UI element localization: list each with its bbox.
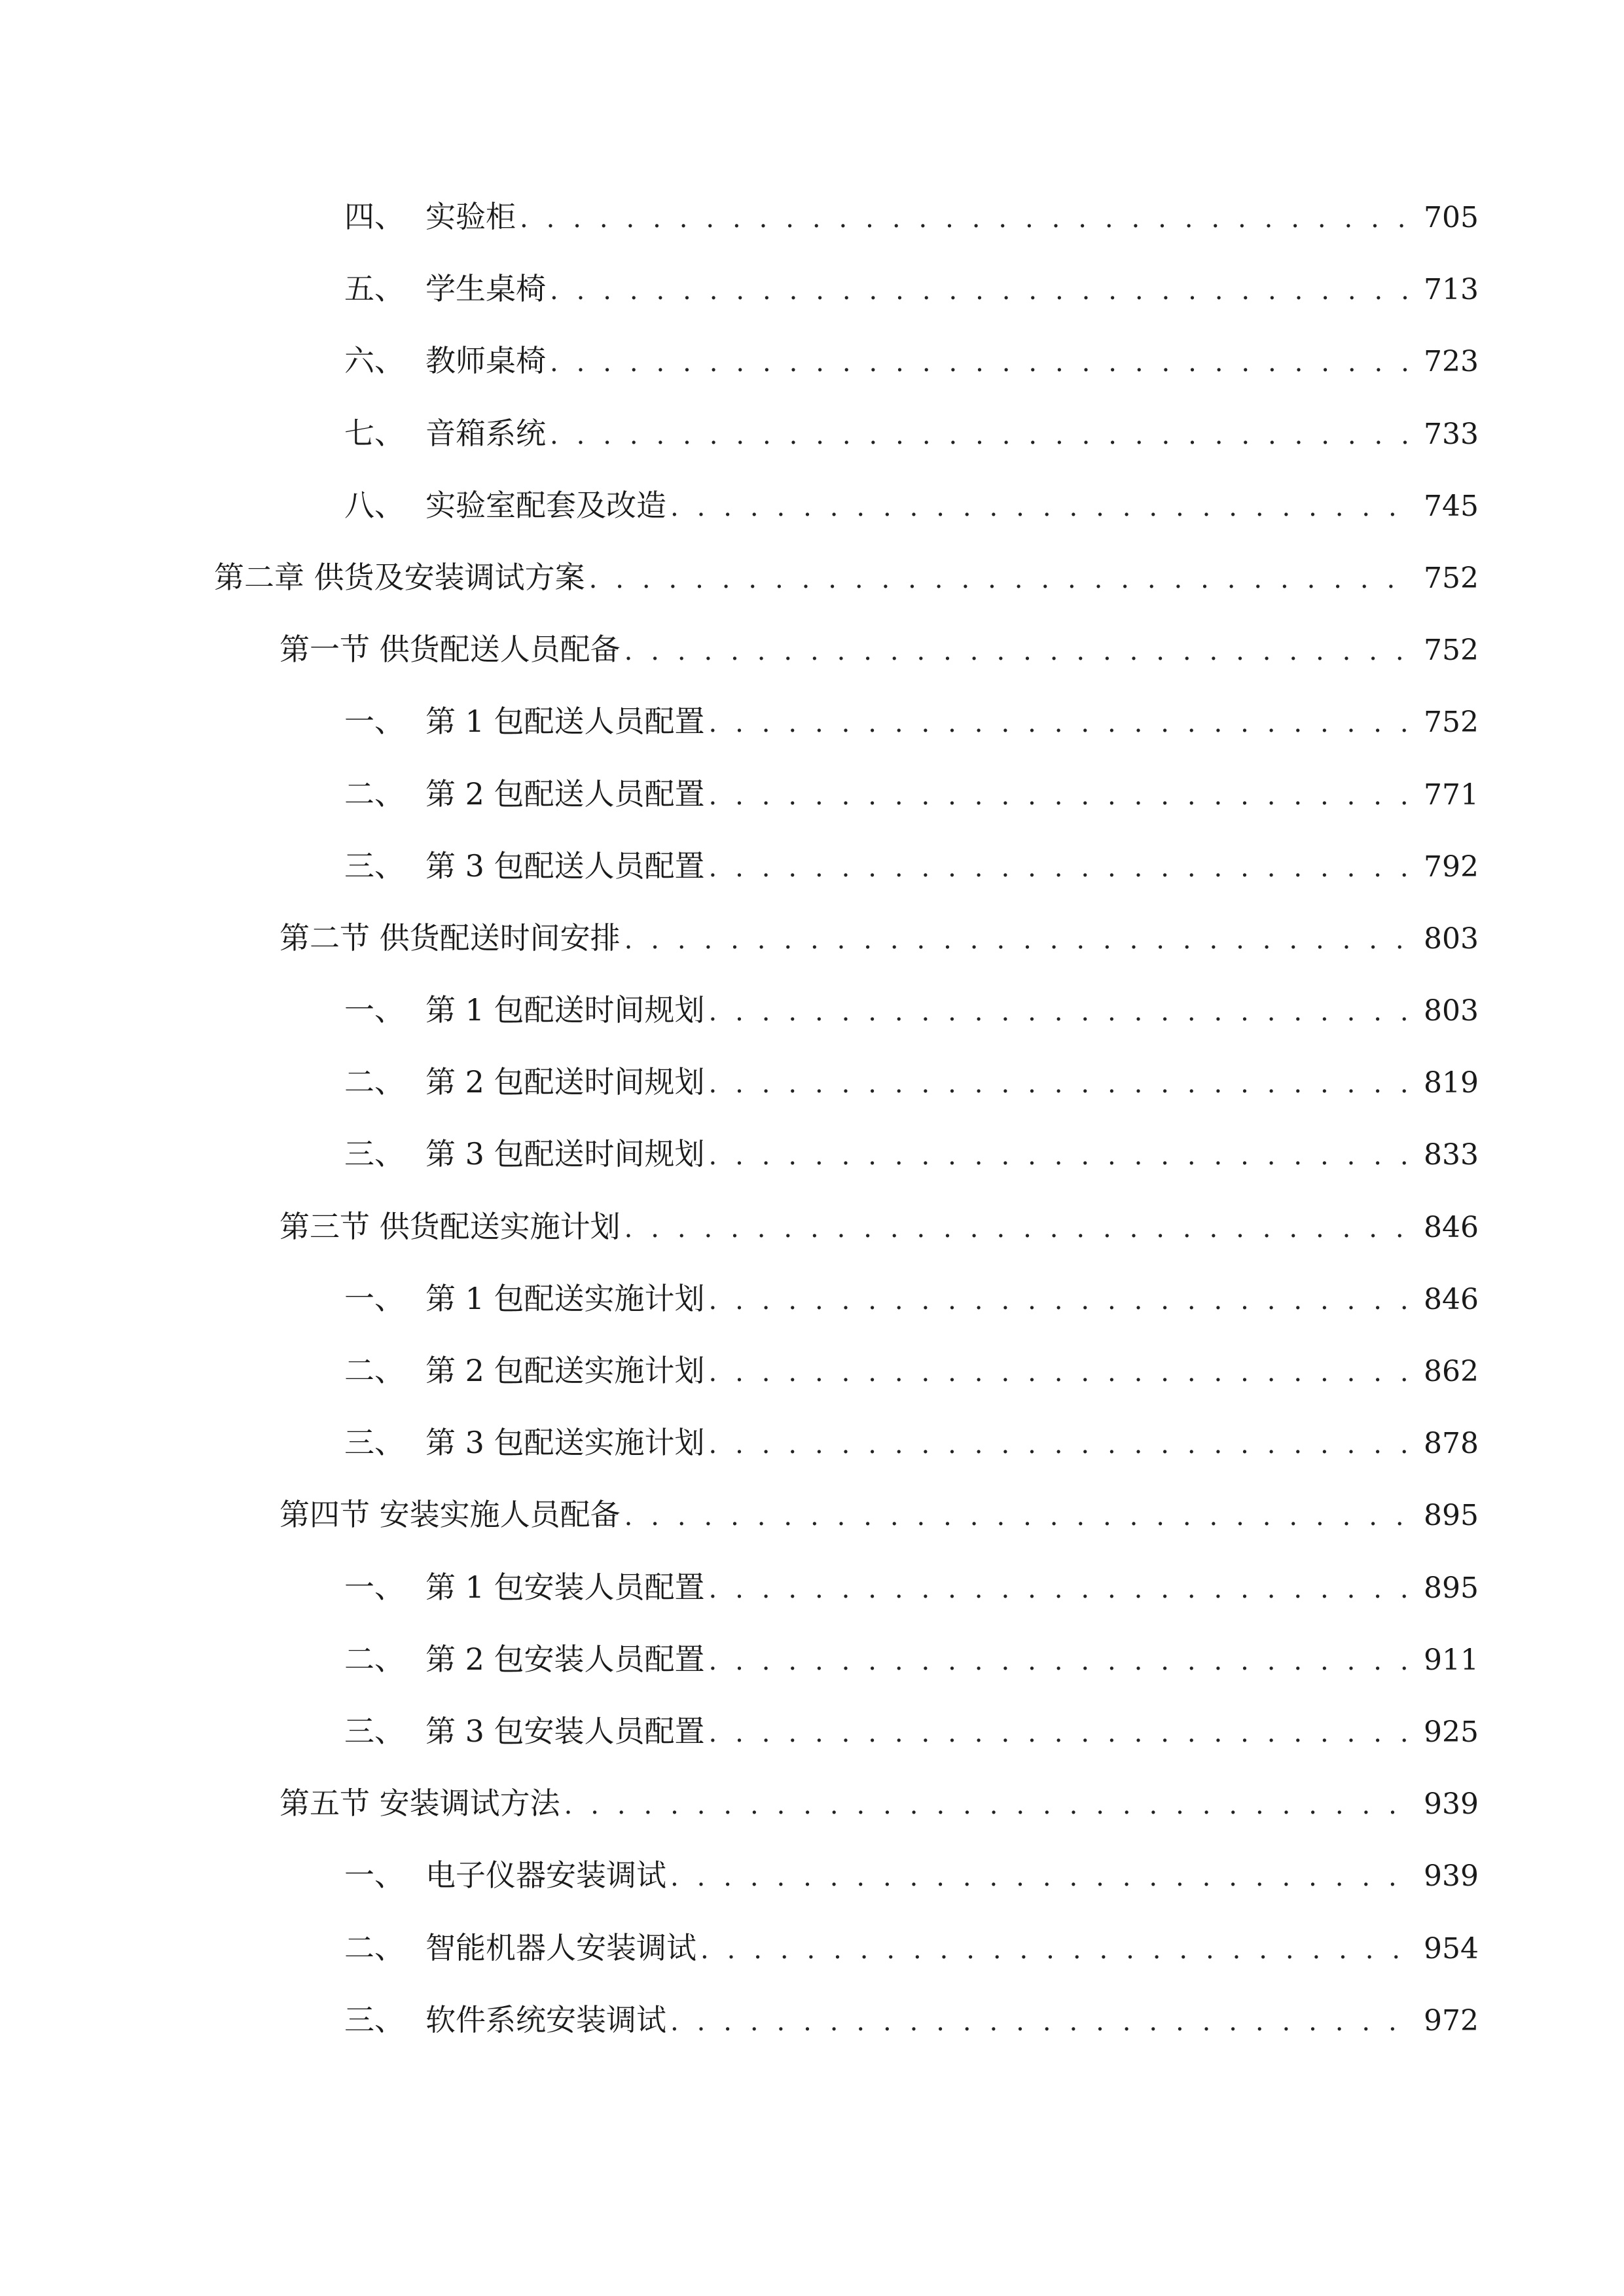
toc-entry-section[interactable] (344, 1420, 1479, 1465)
toc-title: 实验室配套及改造 (425, 487, 666, 523)
toc-number: 二、 (344, 1353, 405, 1388)
toc-number: 三、 (344, 1425, 405, 1461)
toc-page-number: 723 (1424, 345, 1479, 379)
toc-title: 电子仪器安装调试 (425, 1857, 666, 1893)
toc-leader (700, 1927, 1415, 1973)
toc-leader (709, 1278, 1415, 1323)
toc-entry-section[interactable] (344, 987, 1479, 1033)
toc-leader (520, 196, 1415, 242)
toc-page-number: 819 (1424, 1066, 1479, 1100)
toc-title: 第 1 包配送实施计划 (425, 1280, 705, 1316)
toc-page-number: 895 (1424, 1571, 1479, 1605)
toc-entry-section[interactable] (344, 1925, 1479, 1971)
toc-leader (550, 412, 1415, 458)
toc-row (0, 1131, 1624, 1203)
toc-row (0, 1852, 1624, 1924)
toc-page-number: 752 (1424, 706, 1479, 740)
toc-title: 第二节 供货配送时间安排 (280, 920, 621, 956)
toc-leader (709, 1061, 1415, 1107)
toc-title: 第 2 包安装人员配置 (425, 1641, 705, 1677)
toc-leader (709, 1638, 1415, 1684)
toc-page-number: 846 (1424, 1210, 1479, 1244)
toc-leader (624, 628, 1415, 674)
toc-title: 第 1 包配送人员配置 (425, 704, 705, 740)
table-of-contents (0, 194, 1624, 2069)
toc-entry-section[interactable] (344, 1852, 1479, 1898)
toc-entry-section[interactable] (344, 698, 1479, 744)
toc-number: 三、 (344, 1136, 405, 1172)
toc-number: 二、 (344, 1929, 405, 1965)
toc-leader (589, 556, 1415, 602)
toc-entry-subchapter[interactable] (280, 1780, 1479, 1826)
toc-page-number: 878 (1424, 1427, 1479, 1461)
toc-entry-section[interactable] (344, 338, 1479, 384)
toc-page-number: 752 (1424, 634, 1479, 668)
toc-row (0, 482, 1624, 554)
toc-title: 第 3 包配送人员配置 (425, 848, 705, 884)
toc-page-number: 705 (1424, 201, 1479, 234)
toc-entry-chapter[interactable] (214, 554, 1479, 600)
toc-number: 一、 (344, 1280, 405, 1316)
toc-page-number: 733 (1424, 417, 1479, 451)
toc-page-number: 803 (1424, 922, 1479, 956)
toc-title: 第 3 包配送时间规划 (425, 1136, 705, 1172)
toc-row (0, 1276, 1624, 1348)
toc-leader (709, 700, 1415, 746)
toc-leader (709, 845, 1415, 891)
toc-page-number: 846 (1424, 1282, 1479, 1316)
toc-entry-section[interactable] (344, 1131, 1479, 1177)
toc-page-number: 752 (1424, 561, 1479, 595)
toc-number: 四、 (344, 199, 405, 234)
toc-entry-section[interactable] (344, 1636, 1479, 1682)
toc-entry-section[interactable] (344, 771, 1479, 817)
toc-row (0, 1204, 1624, 1276)
toc-title: 第 2 包配送人员配置 (425, 776, 705, 812)
toc-row (0, 554, 1624, 626)
toc-title: 音箱系统 (425, 415, 546, 451)
toc-entry-section[interactable] (344, 843, 1479, 889)
toc-entry-subchapter[interactable] (280, 915, 1479, 961)
toc-leader (564, 1782, 1415, 1828)
toc-leader (624, 917, 1415, 963)
toc-entry-section[interactable] (344, 194, 1479, 240)
toc-title: 第二章 供货及安装调试方案 (214, 559, 585, 595)
toc-entry-section[interactable] (344, 1276, 1479, 1321)
toc-title: 实验柜 (425, 199, 516, 234)
toc-title: 第 1 包配送时间规划 (425, 992, 705, 1028)
toc-row (0, 410, 1624, 482)
toc-title: 第 3 包配送实施计划 (425, 1425, 705, 1461)
toc-row (0, 771, 1624, 843)
toc-number: 七、 (344, 415, 405, 451)
toc-title: 学生桌椅 (425, 271, 546, 307)
toc-row (0, 1348, 1624, 1420)
toc-leader (709, 773, 1415, 819)
toc-title: 第五节 安装调试方法 (280, 1785, 560, 1821)
toc-number: 六、 (344, 343, 405, 379)
toc-title: 第 2 包配送实施计划 (425, 1353, 705, 1388)
toc-number: 五、 (344, 271, 405, 307)
toc-leader (624, 1206, 1415, 1251)
toc-row (0, 1420, 1624, 1492)
toc-leader (709, 1422, 1415, 1467)
toc-number: 三、 (344, 1713, 405, 1749)
toc-entry-subchapter[interactable] (280, 1492, 1479, 1537)
toc-entry-section[interactable] (344, 410, 1479, 456)
toc-page-number: 939 (1424, 1859, 1479, 1893)
toc-page-number: 803 (1424, 994, 1479, 1028)
toc-row (0, 1925, 1624, 1997)
toc-page-number: 895 (1424, 1499, 1479, 1533)
toc-entry-section[interactable] (344, 1564, 1479, 1610)
toc-leader (709, 989, 1415, 1035)
toc-leader (670, 1854, 1415, 1900)
toc-entry-subchapter[interactable] (280, 626, 1479, 672)
toc-row (0, 1780, 1624, 1852)
toc-row (0, 338, 1624, 410)
toc-title: 教师桌椅 (425, 343, 546, 379)
toc-page-number: 939 (1424, 1787, 1479, 1821)
toc-number: 一、 (344, 992, 405, 1028)
toc-page-number: 911 (1424, 1643, 1479, 1677)
toc-entry-section[interactable] (344, 1059, 1479, 1105)
toc-leader (550, 268, 1415, 314)
toc-leader (709, 1566, 1415, 1612)
toc-row (0, 1059, 1624, 1131)
toc-row (0, 987, 1624, 1059)
toc-leader (670, 484, 1415, 530)
toc-number: 一、 (344, 1857, 405, 1893)
toc-number: 一、 (344, 704, 405, 740)
toc-entry-subchapter[interactable] (280, 1204, 1479, 1249)
toc-title: 软件系统安装调试 (425, 2001, 666, 2037)
toc-page-number: 713 (1424, 273, 1479, 307)
toc-entry-section[interactable] (344, 1997, 1479, 2043)
toc-row (0, 1708, 1624, 1780)
toc-row (0, 194, 1624, 266)
toc-row (0, 1997, 1624, 2069)
toc-row (0, 1564, 1624, 1636)
toc-entry-section[interactable] (344, 482, 1479, 528)
toc-row (0, 1492, 1624, 1564)
toc-entry-section[interactable] (344, 266, 1479, 312)
toc-page-number: 745 (1424, 489, 1479, 523)
toc-page-number: 972 (1424, 2003, 1479, 2037)
toc-title: 第 2 包配送时间规划 (425, 1064, 705, 1100)
toc-number: 三、 (344, 848, 405, 884)
toc-leader (624, 1494, 1415, 1539)
toc-leader (670, 1999, 1415, 2045)
toc-row (0, 626, 1624, 698)
toc-number: 二、 (344, 1064, 405, 1100)
toc-number: 二、 (344, 776, 405, 812)
toc-title: 第 1 包安装人员配置 (425, 1569, 705, 1605)
toc-row (0, 843, 1624, 915)
toc-row (0, 698, 1624, 770)
toc-leader (709, 1350, 1415, 1395)
toc-leader (709, 1710, 1415, 1756)
toc-number: 二、 (344, 1641, 405, 1677)
toc-entry-section[interactable] (344, 1348, 1479, 1393)
toc-page-number: 862 (1424, 1355, 1479, 1388)
toc-page-number: 771 (1424, 778, 1479, 812)
toc-row (0, 1636, 1624, 1708)
toc-row (0, 915, 1624, 987)
toc-row (0, 266, 1624, 338)
toc-leader (550, 340, 1415, 386)
toc-page-number: 925 (1424, 1715, 1479, 1749)
toc-title: 第一节 供货配送人员配备 (280, 632, 621, 668)
toc-title: 第三节 供货配送实施计划 (280, 1208, 621, 1244)
toc-entry-section[interactable] (344, 1708, 1479, 1754)
toc-page-number: 954 (1424, 1931, 1479, 1965)
toc-leader (709, 1133, 1415, 1179)
toc-title: 第四节 安装实施人员配备 (280, 1497, 621, 1533)
toc-page-number: 792 (1424, 850, 1479, 884)
toc-number: 八、 (344, 487, 405, 523)
toc-number: 三、 (344, 2001, 405, 2037)
toc-title: 第 3 包安装人员配置 (425, 1713, 705, 1749)
toc-title: 智能机器人安装调试 (425, 1929, 696, 1965)
toc-page-number: 833 (1424, 1138, 1479, 1172)
toc-number: 一、 (344, 1569, 405, 1605)
